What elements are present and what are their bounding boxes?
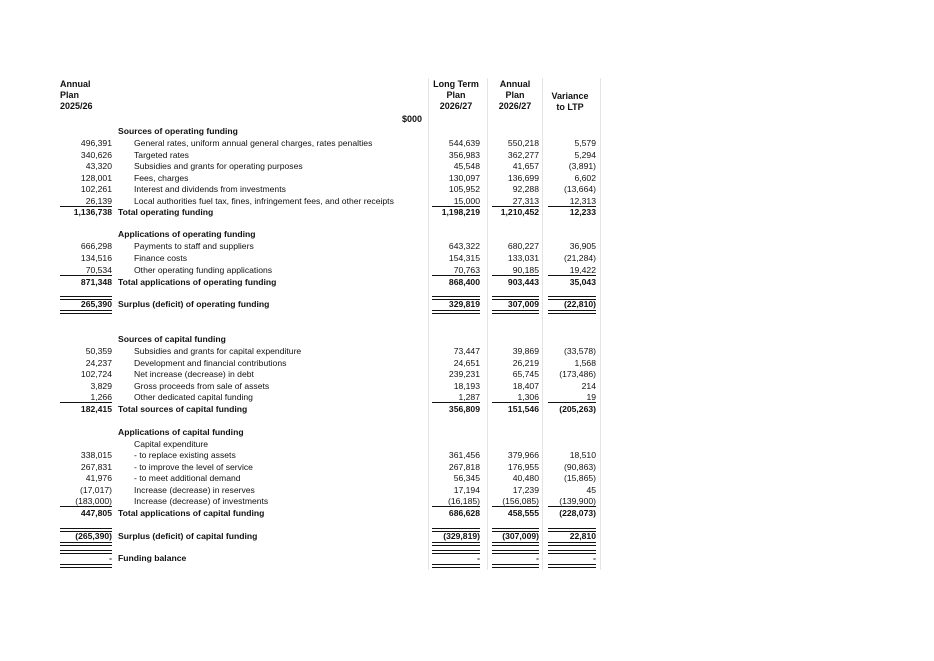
- row-value: (173,486): [559, 369, 596, 379]
- row-value: 868,400: [448, 276, 480, 287]
- row-label: Sources of operating funding: [118, 126, 238, 136]
- row-value: 105,952: [448, 184, 480, 194]
- row-value: (21,284): [563, 253, 596, 263]
- row-value: 45,548: [453, 161, 480, 171]
- total-rule-bottom: [432, 542, 480, 546]
- row-value: 1,136,738: [73, 207, 112, 217]
- total-rule-bottom: [432, 310, 480, 314]
- row-value: 26,139: [85, 195, 112, 206]
- row-value: 666,298: [80, 241, 112, 251]
- row-value: 496,391: [80, 138, 112, 148]
- total-rule-bottom: [60, 542, 112, 546]
- row-value: 65,745: [512, 369, 539, 379]
- table-row: [0, 426, 934, 438]
- total-rule-bottom: [432, 564, 480, 568]
- table-row: [0, 240, 934, 252]
- total-rule-top: [60, 296, 112, 300]
- table-row: [0, 149, 934, 161]
- total-rule-top: [432, 550, 480, 554]
- row-label: Funding balance: [118, 553, 187, 563]
- row-value: 73,447: [453, 346, 480, 356]
- row-value: 90,185: [512, 265, 539, 275]
- total-rule-bottom: [548, 310, 596, 314]
- row-value: 133,031: [507, 253, 539, 263]
- row-value: 18,407: [512, 380, 539, 391]
- row-value: 19,422: [569, 265, 596, 275]
- total-rule-top: [548, 550, 596, 554]
- row-label: Total applications of capital funding: [118, 508, 265, 518]
- row-label: Subsidies and grants for capital expenditure: [134, 346, 302, 356]
- row-label: Increase (decrease) of investments: [134, 496, 269, 506]
- row-label: General rates, uniform annual general charges, rates penalties: [134, 138, 373, 148]
- row-value: 267,818: [448, 461, 480, 472]
- table-row: [0, 252, 934, 264]
- row-label: Total applications of operating funding: [118, 276, 277, 287]
- row-value: 151,546: [507, 404, 539, 414]
- row-value: 182,415: [80, 404, 112, 414]
- header-long-term-plan-2026-27: Long Term Plan 2026/27: [433, 79, 479, 111]
- total-rule-bottom: [492, 542, 539, 546]
- row-value: (17,017): [79, 484, 112, 495]
- row-value: 56,345: [453, 473, 480, 483]
- row-label: Local authorities fuel tax, fines, infringement fees, and other receipts: [134, 195, 394, 206]
- row-value: (205,263): [559, 404, 596, 414]
- table-row: [0, 507, 934, 519]
- row-value: 1,198,219: [441, 207, 480, 217]
- row-value: (307,009): [502, 531, 539, 541]
- row-label: Surplus (deficit) of capital funding: [118, 531, 258, 541]
- row-value: (13,664): [563, 184, 596, 194]
- row-value: 903,443: [507, 276, 539, 287]
- row-value: 50,359: [85, 346, 112, 356]
- header-annual-plan-2026-27: Annual Plan 2026/27: [498, 79, 532, 111]
- row-label: Gross proceeds from sale of assets: [134, 380, 270, 391]
- row-label: Total operating funding: [118, 207, 214, 217]
- total-rule-bottom: [60, 564, 112, 568]
- row-value: 36,905: [569, 241, 596, 251]
- row-value: 340,626: [80, 149, 112, 160]
- row-value: (15,865): [563, 473, 596, 483]
- row-label: Sources of capital funding: [118, 334, 226, 344]
- row-value: 102,724: [80, 369, 112, 379]
- row-label: Other dedicated capital funding: [134, 392, 253, 402]
- row-label: - to improve the level of service: [134, 461, 253, 472]
- row-value: 214: [581, 380, 596, 391]
- row-value: 356,809: [448, 404, 480, 414]
- row-value: 22,810: [569, 531, 596, 541]
- row-value: 338,015: [80, 450, 112, 460]
- table-row: [0, 183, 934, 195]
- row-value: 329,819: [448, 298, 480, 309]
- row-value: 686,628: [448, 508, 480, 518]
- table-row: [0, 125, 934, 137]
- row-value: 1,266: [90, 392, 112, 402]
- row-value: (156,085): [502, 496, 539, 506]
- table-row: [0, 137, 934, 149]
- row-value: 458,555: [507, 508, 539, 518]
- row-value: 1,287: [458, 392, 480, 402]
- row-label: Applications of capital funding: [118, 427, 244, 437]
- row-value: (33,578): [563, 346, 596, 356]
- row-value: 12,313: [569, 195, 596, 206]
- row-value: 40,480: [512, 473, 539, 483]
- row-value: (183,000): [75, 496, 112, 506]
- table-row: [0, 403, 934, 415]
- row-value: 39,869: [512, 346, 539, 356]
- row-value: 41,657: [512, 161, 539, 171]
- total-rule-bottom: [548, 542, 596, 546]
- row-value: 379,966: [507, 450, 539, 460]
- total-rule-top: [492, 296, 539, 300]
- row-value: 26,219: [512, 357, 539, 368]
- row-value: (90,863): [563, 461, 596, 472]
- row-label: Development and financial contributions: [134, 357, 287, 368]
- row-label: - to meet additional demand: [134, 473, 241, 483]
- row-value: 41,976: [85, 473, 112, 483]
- row-value: 70,534: [85, 265, 112, 275]
- row-value: 3,829: [90, 380, 112, 391]
- table-row: [0, 276, 934, 288]
- total-rule-top: [492, 528, 539, 532]
- total-rule-top: [60, 528, 112, 532]
- row-value: 19: [586, 392, 596, 402]
- row-value: 1,210,452: [500, 207, 539, 217]
- total-rule-top: [432, 296, 480, 300]
- row-value: 680,227: [507, 241, 539, 251]
- row-value: 239,231: [448, 369, 480, 379]
- row-label: - to replace existing assets: [134, 450, 236, 460]
- row-value: 24,651: [453, 357, 480, 368]
- row-value: 24,237: [85, 357, 112, 368]
- table-row: [0, 228, 934, 240]
- row-value: (3,891): [568, 161, 596, 171]
- header-annual-plan-2025-26: Annual Plan 2025/26: [60, 79, 93, 111]
- row-label: Applications of operating funding: [118, 229, 256, 239]
- row-value: 550,218: [507, 138, 539, 148]
- table-row: [0, 368, 934, 380]
- row-value: 15,000: [453, 195, 480, 206]
- row-value: (22,810): [563, 298, 596, 309]
- row-value: (16,185): [447, 496, 480, 506]
- row-value: 5,579: [574, 138, 596, 148]
- table-row: [0, 472, 934, 484]
- row-label: Fees, charges: [134, 172, 189, 183]
- row-value: 361,456: [448, 450, 480, 460]
- total-rule-bottom: [548, 564, 596, 568]
- table-row: [0, 333, 934, 345]
- row-value: 6,602: [574, 172, 596, 183]
- currency-unit-label: $000: [401, 114, 422, 124]
- header-variance-to-ltp: Variance to LTP: [551, 91, 589, 112]
- table-row: [0, 206, 934, 218]
- row-value: 136,699: [507, 172, 539, 183]
- total-rule-bottom: [60, 310, 112, 314]
- table-row: [0, 172, 934, 184]
- row-value: 35,043: [569, 276, 596, 287]
- row-value: -: [477, 553, 480, 563]
- table-row: [0, 438, 934, 450]
- row-label: Finance costs: [134, 253, 188, 263]
- row-label: Total sources of capital funding: [118, 404, 248, 414]
- row-value: -: [593, 553, 596, 563]
- row-value: -: [109, 553, 112, 563]
- table-row: [0, 461, 934, 473]
- total-rule-top: [60, 550, 112, 554]
- row-value: 356,983: [448, 149, 480, 160]
- row-value: 12,233: [569, 207, 596, 217]
- table-row: [0, 345, 934, 357]
- row-value: (329,819): [443, 531, 480, 541]
- row-value: -: [536, 553, 539, 563]
- row-value: 45: [586, 484, 596, 495]
- row-label: Increase (decrease) in reserves: [134, 484, 255, 495]
- table-row: [0, 160, 934, 172]
- row-value: 18,510: [569, 450, 596, 460]
- row-value: 5,294: [574, 149, 596, 160]
- table-row: [0, 484, 934, 496]
- row-label: Interest and dividends from investments: [134, 184, 286, 194]
- total-rule-top: [492, 550, 539, 554]
- row-value: 176,955: [507, 461, 539, 472]
- total-rule-top: [548, 528, 596, 532]
- total-rule-top: [548, 296, 596, 300]
- row-label: Subsidies and grants for operating purposes: [134, 161, 303, 171]
- row-value: 307,009: [507, 298, 539, 309]
- row-label: Payments to staff and suppliers: [134, 241, 254, 251]
- row-value: 17,194: [453, 484, 480, 495]
- row-value: 871,348: [80, 276, 112, 287]
- total-rule-bottom: [492, 564, 539, 568]
- row-value: 70,763: [453, 265, 480, 275]
- row-value: 544,639: [448, 138, 480, 148]
- row-value: 130,097: [448, 172, 480, 183]
- table-row: [0, 380, 934, 392]
- row-value: 265,390: [80, 298, 112, 309]
- row-value: 27,313: [512, 195, 539, 206]
- row-value: 102,261: [80, 184, 112, 194]
- row-value: 1,568: [574, 357, 596, 368]
- total-rule-bottom: [492, 310, 539, 314]
- row-value: (265,390): [75, 531, 112, 541]
- row-label: Targeted rates: [134, 149, 189, 160]
- row-value: 447,805: [80, 508, 112, 518]
- row-value: 134,516: [80, 253, 112, 263]
- row-value: 1,306: [517, 392, 539, 402]
- row-value: 18,193: [453, 380, 480, 391]
- row-label: Capital expenditure: [134, 438, 209, 449]
- table-row: [0, 449, 934, 461]
- row-value: 643,322: [448, 241, 480, 251]
- row-value: (139,900): [559, 496, 596, 506]
- row-value: 154,315: [448, 253, 480, 263]
- row-label: Surplus (deficit) of operating funding: [118, 298, 270, 309]
- total-rule-top: [432, 528, 480, 532]
- row-value: 17,239: [512, 484, 539, 495]
- row-label: Other operating funding applications: [134, 265, 273, 275]
- row-value: 267,831: [80, 461, 112, 472]
- row-value: 362,277: [507, 149, 539, 160]
- row-value: 128,001: [80, 172, 112, 183]
- row-value: (228,073): [559, 508, 596, 518]
- row-value: 43,320: [85, 161, 112, 171]
- row-label: Net increase (decrease) in debt: [134, 369, 254, 379]
- table-row: [0, 357, 934, 369]
- row-value: 92,288: [512, 184, 539, 194]
